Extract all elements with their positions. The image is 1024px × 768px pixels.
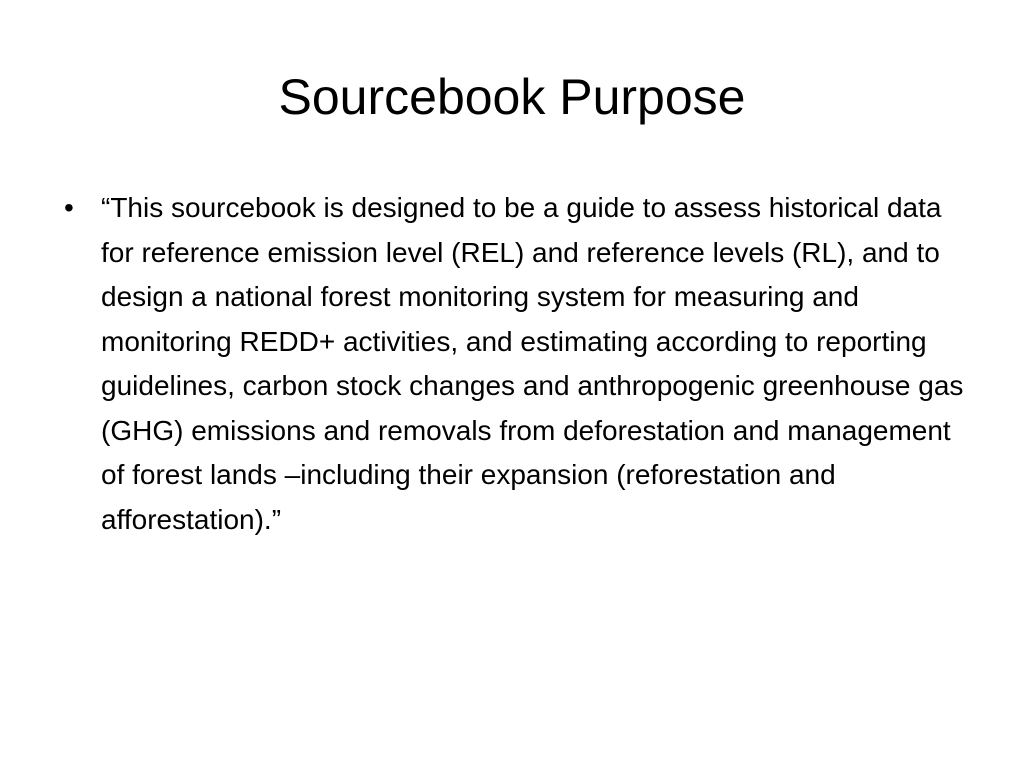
- bullet-marker: •: [64, 192, 74, 223]
- bullet-text: “This sourcebook is designed to be a guide to assess historical data for reference emission level (REL) and reference levels (RL), and to design a national forest monitoring system for measuring and monitoring REDD+ activities, and estimating according to reporting guidelines, carbon stock changes and anthropogenic greenhouse gas (GHG) emissions and removals from deforestation and management of forest lands –including their expansion (reforestation and afforestation).”: [101, 192, 964, 535]
- bullet-item: [56, 186, 976, 542]
- bullet-list: [56, 186, 976, 542]
- slide-title: Sourcebook Purpose: [278, 69, 746, 125]
